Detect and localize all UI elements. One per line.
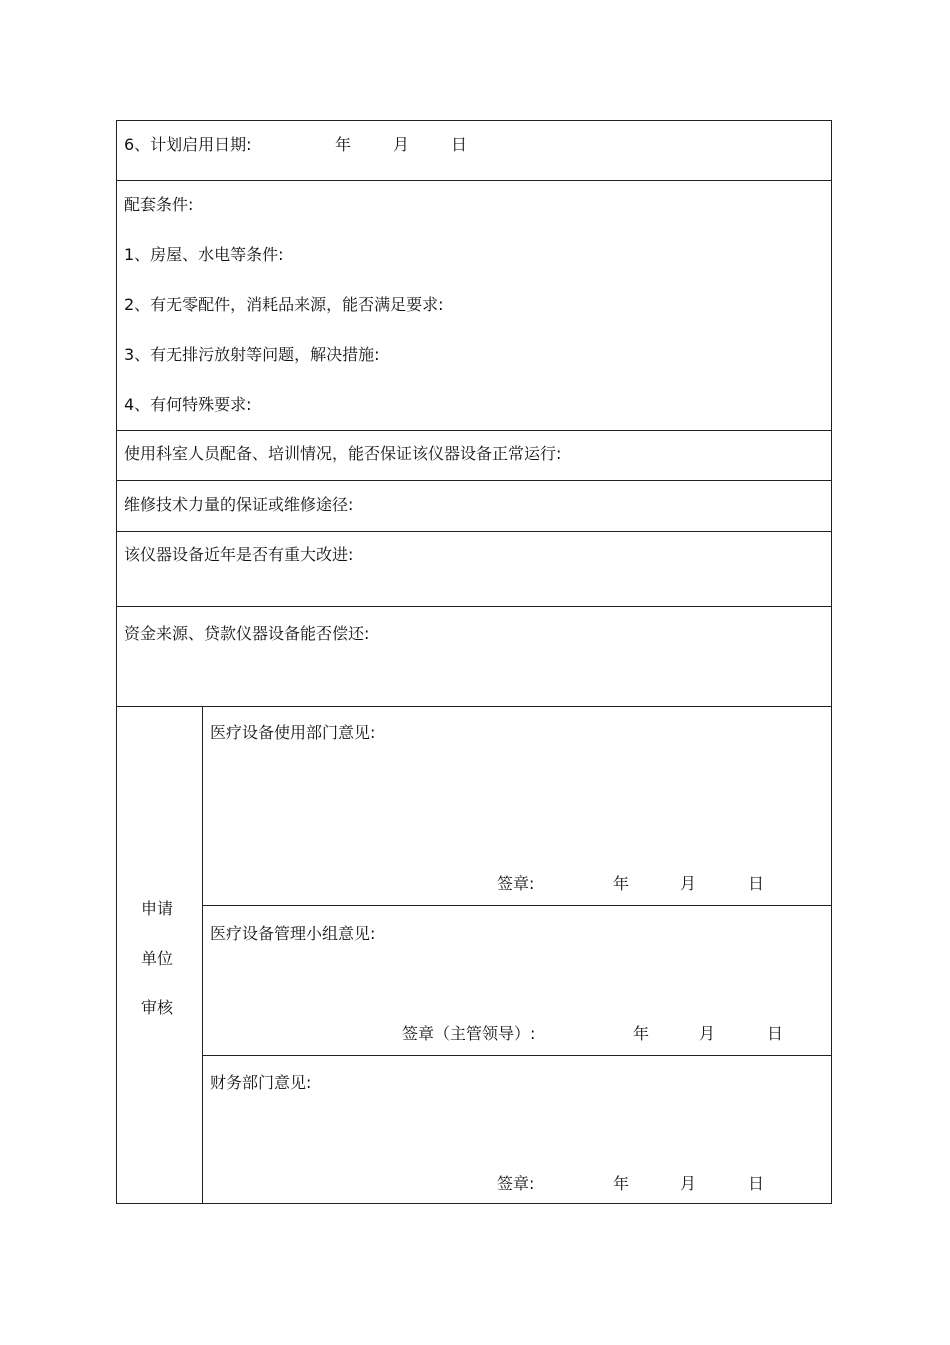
usage-dept-sign-label: 签章:: [497, 874, 535, 893]
row-divider: [117, 430, 831, 431]
finance-dept-month: 月: [680, 1174, 697, 1193]
row-divider: [202, 1055, 831, 1056]
plan-date-year: 年: [335, 135, 352, 154]
mgmt-group-day: 日: [767, 1024, 784, 1043]
supporting-item: 1、房屋、水电等条件:: [124, 245, 284, 264]
equipment-application-form: [116, 120, 832, 1204]
plan-date-month: 月: [393, 135, 410, 154]
staffing-label: 使用科室人员配备、培训情况，能否保证该仪器设备正常运行:: [124, 444, 562, 463]
row-divider: [117, 706, 831, 707]
plan-date-label: 6、计划启用日期:: [124, 135, 252, 154]
row-divider: [202, 905, 831, 906]
mgmt-group-year: 年: [633, 1024, 650, 1043]
review-side-label: 审核: [140, 998, 173, 1017]
row-divider: [117, 531, 831, 532]
review-column-divider: [202, 706, 203, 1203]
usage-dept-month: 月: [680, 874, 697, 893]
row-divider: [117, 480, 831, 481]
plan-date-day: 日: [451, 135, 468, 154]
funding-label: 资金来源、贷款仪器设备能否偿还:: [124, 624, 370, 643]
improvement-label: 该仪器设备近年是否有重大改进:: [124, 545, 354, 564]
row-divider: [117, 606, 831, 607]
finance-dept-sign-label: 签章:: [497, 1174, 535, 1193]
review-side-label: 单位: [140, 949, 173, 968]
supporting-item: 2、有无零配件，消耗品来源，能否满足要求:: [124, 295, 444, 314]
mgmt-group-opinion-label: 医疗设备管理小组意见:: [210, 924, 376, 943]
mgmt-group-month: 月: [699, 1024, 716, 1043]
row-divider: [117, 180, 831, 181]
mgmt-group-sign-label: 签章（主管领导）:: [402, 1024, 536, 1043]
usage-dept-day: 日: [748, 874, 765, 893]
finance-dept-day: 日: [748, 1174, 765, 1193]
usage-dept-opinion-label: 医疗设备使用部门意见:: [210, 723, 376, 742]
review-side-label: 申请: [140, 899, 173, 918]
finance-dept-year: 年: [613, 1174, 630, 1193]
usage-dept-year: 年: [613, 874, 630, 893]
maintenance-label: 维修技术力量的保证或维修途径:: [124, 495, 354, 514]
supporting-heading: 配套条件:: [124, 195, 194, 214]
finance-dept-opinion-label: 财务部门意见:: [210, 1073, 312, 1092]
supporting-item: 3、有无排污放射等问题，解决措施:: [124, 345, 380, 364]
supporting-item: 4、有何特殊要求:: [124, 395, 252, 414]
